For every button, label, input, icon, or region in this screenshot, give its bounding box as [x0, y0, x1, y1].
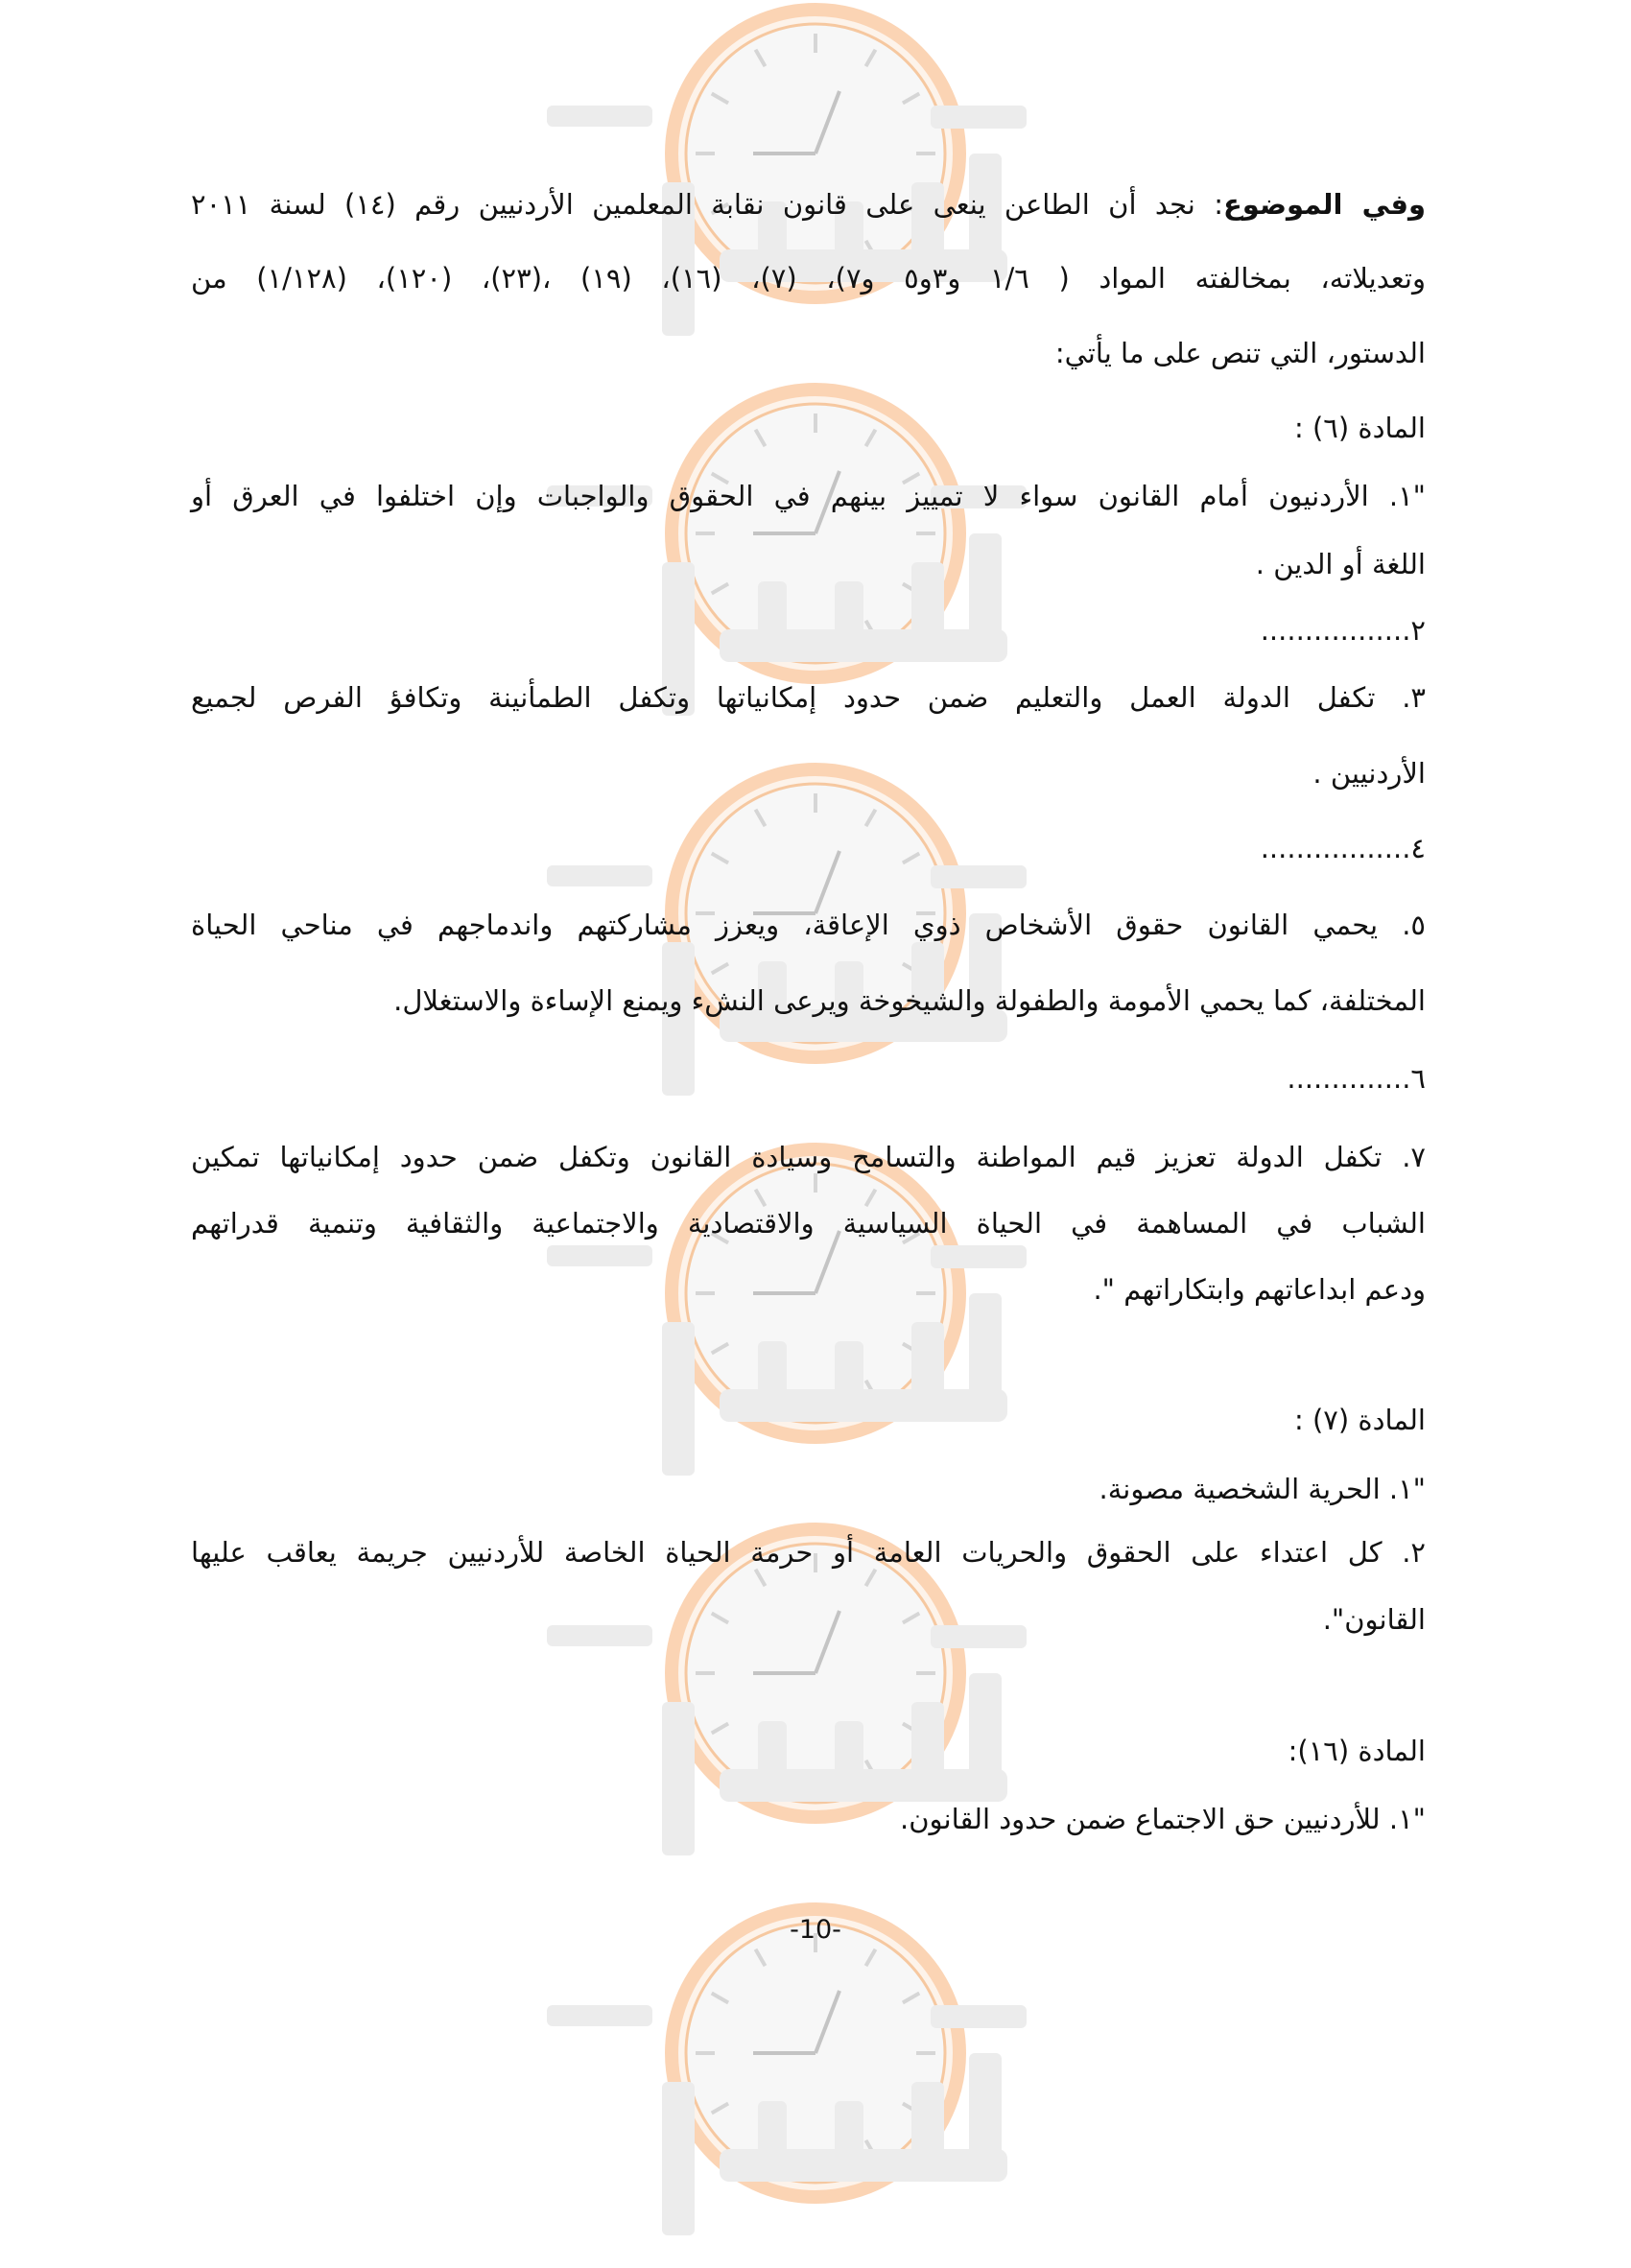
article-6-line: الأردنيين . — [1312, 757, 1426, 790]
article-6-line: ودعم ابداعاتهم وابتكاراتهم ". — [1093, 1273, 1426, 1306]
article-16-line: "١. للأردنيين حق الاجتماع ضمن حدود القانون. — [900, 1803, 1426, 1835]
article-6-line: الشباب في المساهمة في الحياة السياسية والاقتصادية والاجتماعية والثقافية وتنمية قدراتهم — [191, 1207, 1426, 1240]
article-6-line: "١. الأردنيون أمام القانون سواء لا تمييز بينهم في الحقوق والواجبات وإن اختلفوا في العرق أو — [191, 480, 1426, 512]
article-7-line: القانون". — [1322, 1603, 1426, 1636]
article-6-line: ٢................. — [1260, 614, 1426, 647]
article-6-heading: المادة (٦) : — [1293, 412, 1426, 444]
page-number: -10- — [790, 1915, 841, 1945]
intro-line-3: الدستور، التي تنص على ما يأتي: — [1054, 337, 1426, 369]
article-7-heading: المادة (٧) : — [1293, 1404, 1426, 1436]
intro-line-2: وتعديلاته، بمخالفته المواد ( ١/٦ و٣و٥ و٧)، (٧)، (١٦)، (١٩) ،(٢٣)، (١٢٠)، (١/١٢٨) من — [191, 262, 1426, 295]
article-6-line: اللغة أو الدين . — [1255, 548, 1426, 580]
article-16-heading: المادة (١٦): — [1288, 1735, 1426, 1767]
article-6-line: ٧. تكفل الدولة تعزيز قيم المواطنة والتسامح وسيادة القانون وتكفل ضمن حدود إمكانياتها تمكين — [191, 1141, 1426, 1173]
article-6-line: ٥. يحمي القانون حقوق الأشخاص ذوي الإعاقة، ويعزز مشاركتهم واندماجهم في مناحي الحياة — [191, 909, 1426, 941]
intro-lead: وفي الموضوع — [1222, 188, 1427, 221]
article-6-line: ٤................. — [1260, 832, 1426, 864]
intro-text: : نجد أن الطاعن ينعى على قانون نقابة المعلمين الأردنيين رقم (١٤) لسنة ٢٠١١ — [191, 188, 1223, 221]
intro-line-1 — [191, 183, 1426, 225]
article-6-line: المختلفة، كما يحمي الأمومة والطفولة والشيخوخة ويرعى النشء ويمنع الإساءة والاستغلال. — [393, 984, 1426, 1017]
article-7-line: "١. الحرية الشخصية مصونة. — [1099, 1473, 1426, 1505]
watermark-logo — [518, 0, 1113, 365]
article-6-line: ٦.............. — [1287, 1062, 1426, 1095]
article-6-line: ٣. تكفل الدولة العمل والتعليم ضمن حدود إمكانياتها وتكفل الطمأنينة وتكافؤ الفرص لجميع — [191, 681, 1426, 714]
article-7-line: ٢. كل اعتداء على الحقوق والحريات العامة أو حرمة الحياة الخاصة للأردنيين جريمة يعاقب عليها — [191, 1536, 1426, 1569]
